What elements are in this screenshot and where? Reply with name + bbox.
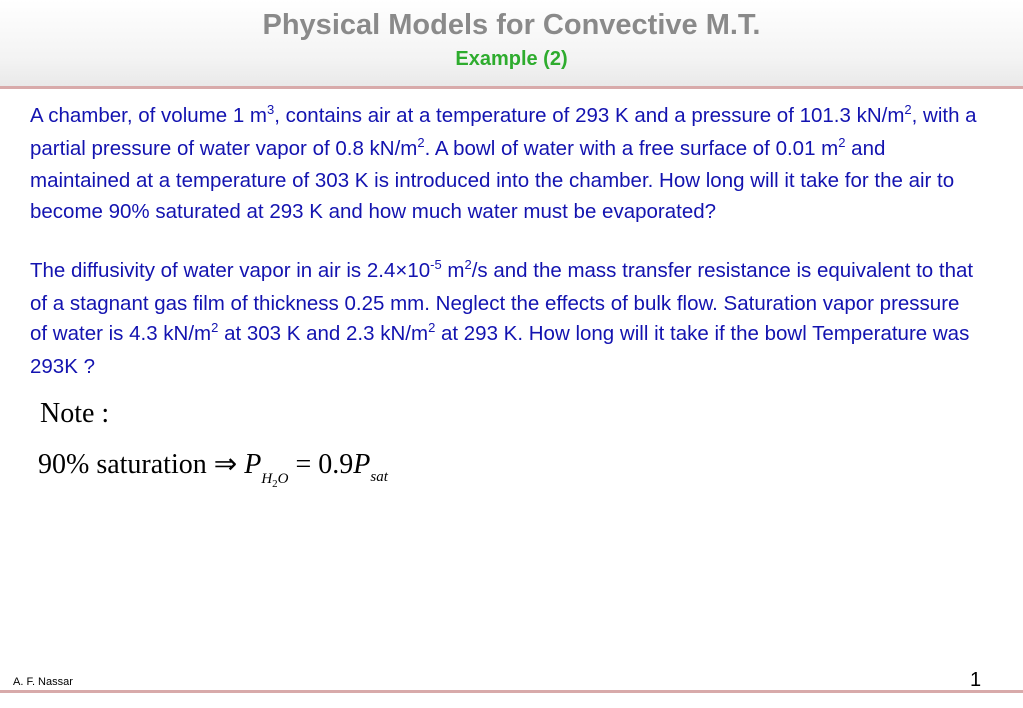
slide-subtitle: Example (2)	[455, 48, 568, 70]
equation-equals: = 0.9	[288, 449, 354, 480]
note-label: Note :	[40, 398, 110, 429]
equation-lhs: 90% saturation ⇒	[38, 449, 245, 480]
page-number: 1	[970, 669, 982, 691]
problem-paragraph-1: A chamber, of volume 1 $m^3$, contains air at a temperature of 293 K and a pressure of 101.3 $kN/m^2$, with a partial pressure of water vapor of 0.8 $kN/m^2$. A bowl of water with a free surface of 0.01 $m^2$ and maintained at a temperature of 303 K is introduced into the chamber. How long will it take for the air to become 90% saturated at 293 K and how much water must be evaporated?	[30, 102, 977, 223]
pressure-symbol: P	[244, 449, 262, 480]
h2o-subscript: H2O	[261, 471, 289, 490]
footer-author: A. F. Nassar	[13, 676, 73, 688]
pressure-sat-symbol: P	[353, 449, 371, 480]
slide-title: Physical Models for Convective M.T.	[262, 9, 761, 41]
footer-divider	[0, 690, 1023, 693]
sat-subscript: sat	[370, 469, 388, 485]
saturation-equation	[38, 447, 388, 490]
header-divider	[0, 86, 1023, 89]
problem-paragraph-2: The diffusivity of water vapor in air is $2.4\times 10^{-5}$ $m^2/s$ and the mass transfer resistance is equivalent to that of a stagnant gas film of thickness 0.25 mm. Neglect the effects of bulk flow. Saturation vapor pressure of water is 4.3 $kN/m^2$ at 303 K and 2.3 $kN/m^2$ at 293 K. How long will it take if the bowl Temperature was 293K ?	[30, 257, 974, 378]
